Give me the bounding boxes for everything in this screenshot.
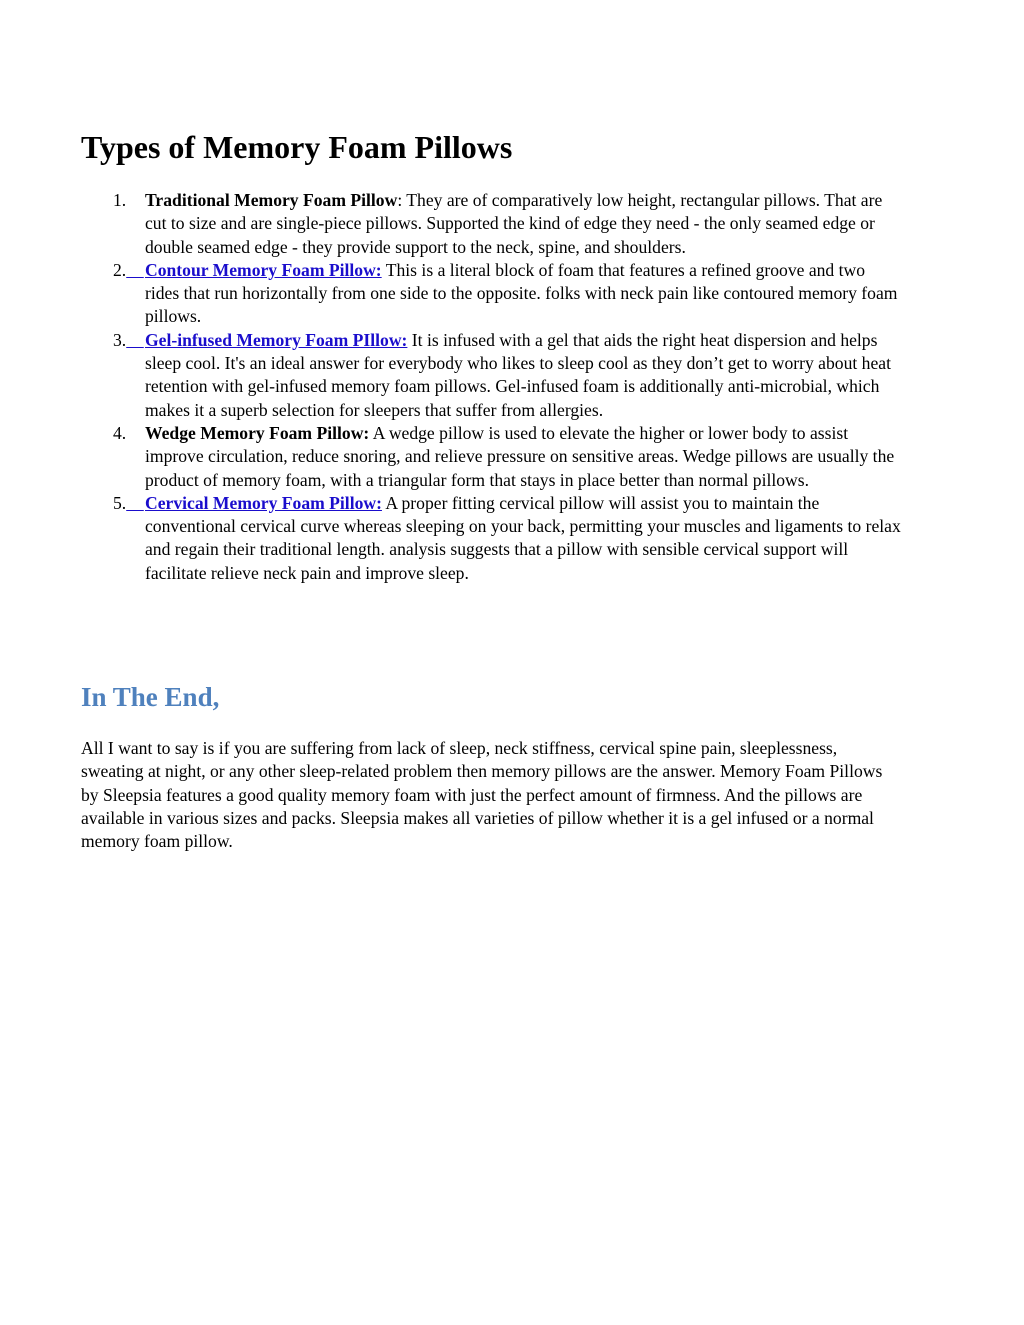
list-item-text: : They are of comparatively low height, rectangular pillows. That are cut to size and are single-piece pillows. Supported the kind of edge they need - the only seamed edge or double seamed edge - they provide support to the neck, spine, and shoulders. [145, 190, 883, 257]
contour-pillow-link[interactable]: Contour Memory Foam Pillow: [145, 259, 382, 280]
pillow-types-list [81, 189, 903, 585]
list-item-text: A proper fitting cervical pillow will assist you to maintain the conventional cervical curve whereas sleeping on your back, permitting your muscles and ligaments to relax and regain their traditional length. analysis suggests that a pillow with sensible cervical support will facilitate relieve neck pain and improve sleep. [145, 492, 901, 583]
list-item-title: Wedge Memory Foam Pillow: [145, 422, 370, 443]
list-item-number: 4. [113, 422, 127, 443]
gel-infused-pillow-link[interactable]: Gel-infused Memory Foam PIllow: [145, 329, 408, 350]
page-title: Types of Memory Foam Pillows [81, 129, 513, 165]
list-item-number: 5. [113, 492, 127, 513]
list-item-number: 1. [113, 190, 127, 210]
list-item-number: 2. [113, 259, 127, 280]
conclusion-paragraph: All I want to say is if you are suffering from lack of sleep, neck stiffness, cervical spine pain, sleeplessness, sweating at night, or any other sleep-related problem then memory pillows are the answer. Memory Foam Pillows by Sleepsia features a good quality memory foam with just the perfect amount of firmness. And the pillows are available in various sizes and packs. Sleepsia makes all varieties of pillow whether it is a gel infused or a normal memory foam pillow. [81, 738, 883, 852]
list-item [81, 329, 903, 422]
list-item [81, 189, 903, 259]
list-item-text: It is infused with a gel that aids the right heat dispersion and helps sleep cool. It's an ideal answer for everybody who likes to sleep cool as they don’t get to worry about heat retention with gel-infused memory foam pillows. Gel-infused foam is additionally anti-microbial, which makes it a superb selection for sleepers that suffer from allergies. [145, 329, 891, 420]
list-item-text: A wedge pillow is used to elevate the higher or lower body to assist improve circulation, reduce snoring, and relieve pressure on sensitive areas. Wedge pillows are usually the product of memory foam, with a triangular form that stays in place better than normal pillows. [145, 422, 895, 490]
conclusion-heading: In The End, [81, 682, 220, 712]
list-item-title: Traditional Memory Foam Pillow [145, 190, 398, 210]
list-item [81, 422, 903, 492]
list-item [81, 492, 903, 585]
cervical-pillow-link[interactable]: Cervical Memory Foam Pillow: [145, 492, 382, 513]
list-item [81, 259, 903, 329]
list-item-number: 3. [113, 329, 127, 350]
list-item-text: This is a literal block of foam that features a refined groove and two rides that run horizontally from one side to the opposite. folks with neck pain like contoured memory foam pillows. [145, 259, 898, 327]
